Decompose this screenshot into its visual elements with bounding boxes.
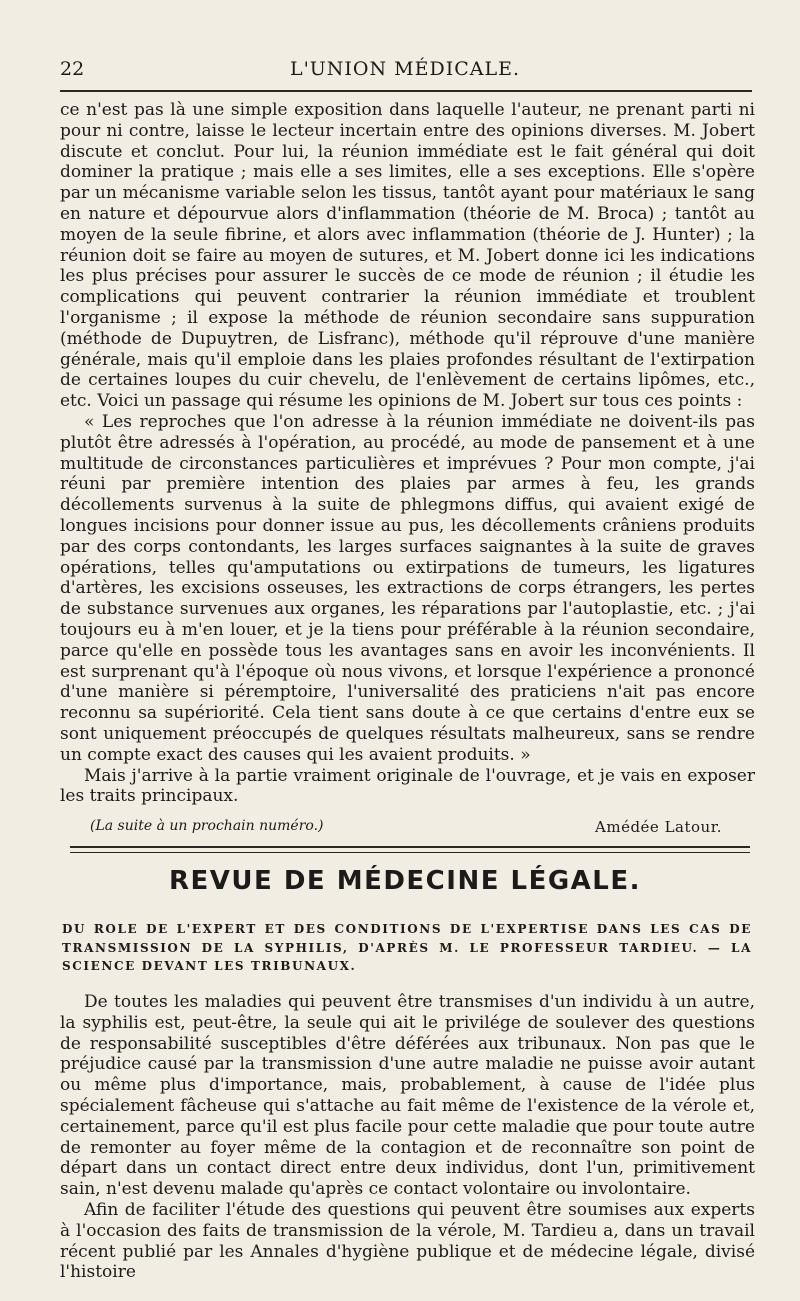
quoted-paragraph: « Les reproches que l'on adresse à la réunion immédiate ne doivent-ils pas plutôt être adressés à l'opération, au procédé, au mode de pansement et à une multitude de circonstances particulières et imprévues ? Pour mon compte, j'ai réuni par première intention des plaies par armes à feu, les grands décollements survenus à la suite de phlegmons diffus, qui avaient exigé de longues incisions pour donner issue au pus, les décollements crâniens produits par des corps contondants, les larges surfaces saignantes à la suite de graves opérations, telles qu'amputations ou extirpations de tumeurs, les ligatures d'artères, les excisions osseuses, les extractions de corps étrangers, les pertes de substance survenues aux organes, les réparations par l'autoplastie, etc. ; j'ai toujours eu à m'en louer, et je la tiens pour préférable à la réunion secondaire, parce qu'elle en possède tous les avantages sans en avoir les inconvénients. Il est surprenant qu'à l'époque où nous vivons, et lorsque l'expérience a prononcé d'une manière si péremptoire, l'universalité des praticiens n'ait pas encore reconnu sa supériorité. Cela tient sans doute à ce que certains d'entre eux se sont uniquement préoccupés de quelques résultats malheureux, sans se rendre un compte exact des causes qui les avaient produits. » (60, 411, 755, 765)
section-divider (70, 846, 750, 848)
article-continuation (60, 100, 755, 807)
section-title: REVUE DE MÉDECINE LÉGALE. (168, 866, 642, 896)
article-paragraph: Afin de faciliter l'étude des questions qui peuvent être soumises aux experts à l'occasion des faits de transmission de la vérole, M. Tardieu a, dans un travail récent publié par les Annales d'hygiène publique et de médecine légale, divisé l'histoire (60, 1199, 755, 1283)
page-header (60, 58, 750, 88)
continuation-note: (La suite à un prochain numéro.) (90, 818, 324, 834)
article-subtitle: DU ROLE DE L'EXPERT ET DES CONDITIONS DE L'EXPERTISE DANS LES CAS DE TRANSMISSION DE LA SYPHILIS, D'APRÈS M. LE PROFESSEUR TARDIEU. — LA SCIENCE DEVANT LES TRIBUNAUX. (62, 922, 752, 973)
article-paragraph: Mais j'arrive à la partie vraiment originale de l'ouvrage, et je vais en exposer les traits principaux. (60, 765, 755, 807)
article-body (60, 992, 755, 1283)
page-number: 22 (60, 58, 85, 80)
running-title: L'UNION MÉDICALE. (289, 58, 521, 80)
article-paragraph: ce n'est pas là une simple exposition dans laquelle l'auteur, ne prenant parti ni pour ni contre, laisse le lecteur incertain entre des opinions diverses. M. Jobert discute et conclut. Pour lui, la réunion immédiate est le fait général qui doit dominer la pratique ; mais elle a ses limites, elle a ses exceptions. Elle s'opère par un mécanisme variable selon les tissus, tantôt ayant pour matériaux le sang en nature et dépourvue alors d'inflammation (théorie de M. Broca) ; tantôt au moyen de la seule fibrine, et alors avec inflammation (théorie de J. Hunter) ; la réunion doit se faire au moyen de sutures, et M. Jobert donne ici les indications les plus précises pour assurer le succès de ce mode de réunion ; il étudie les complications qui peuvent contrarier la réunion immédiate et troublent l'organisme ; il expose la méthode de réunion secondaire sans suppuration (méthode de Dupuytren, de Lisfranc), méthode qu'il réprouve d'une manière générale, mais qu'il emploie dans les plaies profondes résultant de l'extirpation de certaines loupes du cuir chevelu, de l'enlèvement de certains lipômes, etc., etc. Voici un passage qui résume les opinions de M. Jobert sur tous ces points : (60, 100, 755, 412)
author-signature: Amédée Latour. (595, 818, 722, 836)
article-closing (60, 818, 750, 838)
section-divider (70, 852, 750, 853)
article-paragraph: De toutes les maladies qui peuvent être transmises d'un individu à un autre, la syphilis est, peut-être, la seule qui ait le privilége de soulever des questions de responsabilité susceptibles d'être déférées aux tribunaux. Non pas que le préjudice causé par la transmission d'une autre maladie ne puisse avoir autant ou même plus d'importance, mais, probablement, à cause de l'idée plus spécialement fâcheuse qui s'attache au fait même de l'existence de la vérole et, certainement, parce qu'il est plus facile pour cette maladie que pour toute autre de remonter au foyer même de la contagion et de reconnaître son point de départ dans un contact direct entre deux individus, dont l'un, primitivement sain, n'est devenu malade qu'après ce contact volontaire ou involontaire. (60, 992, 755, 1200)
header-rule (60, 90, 752, 92)
